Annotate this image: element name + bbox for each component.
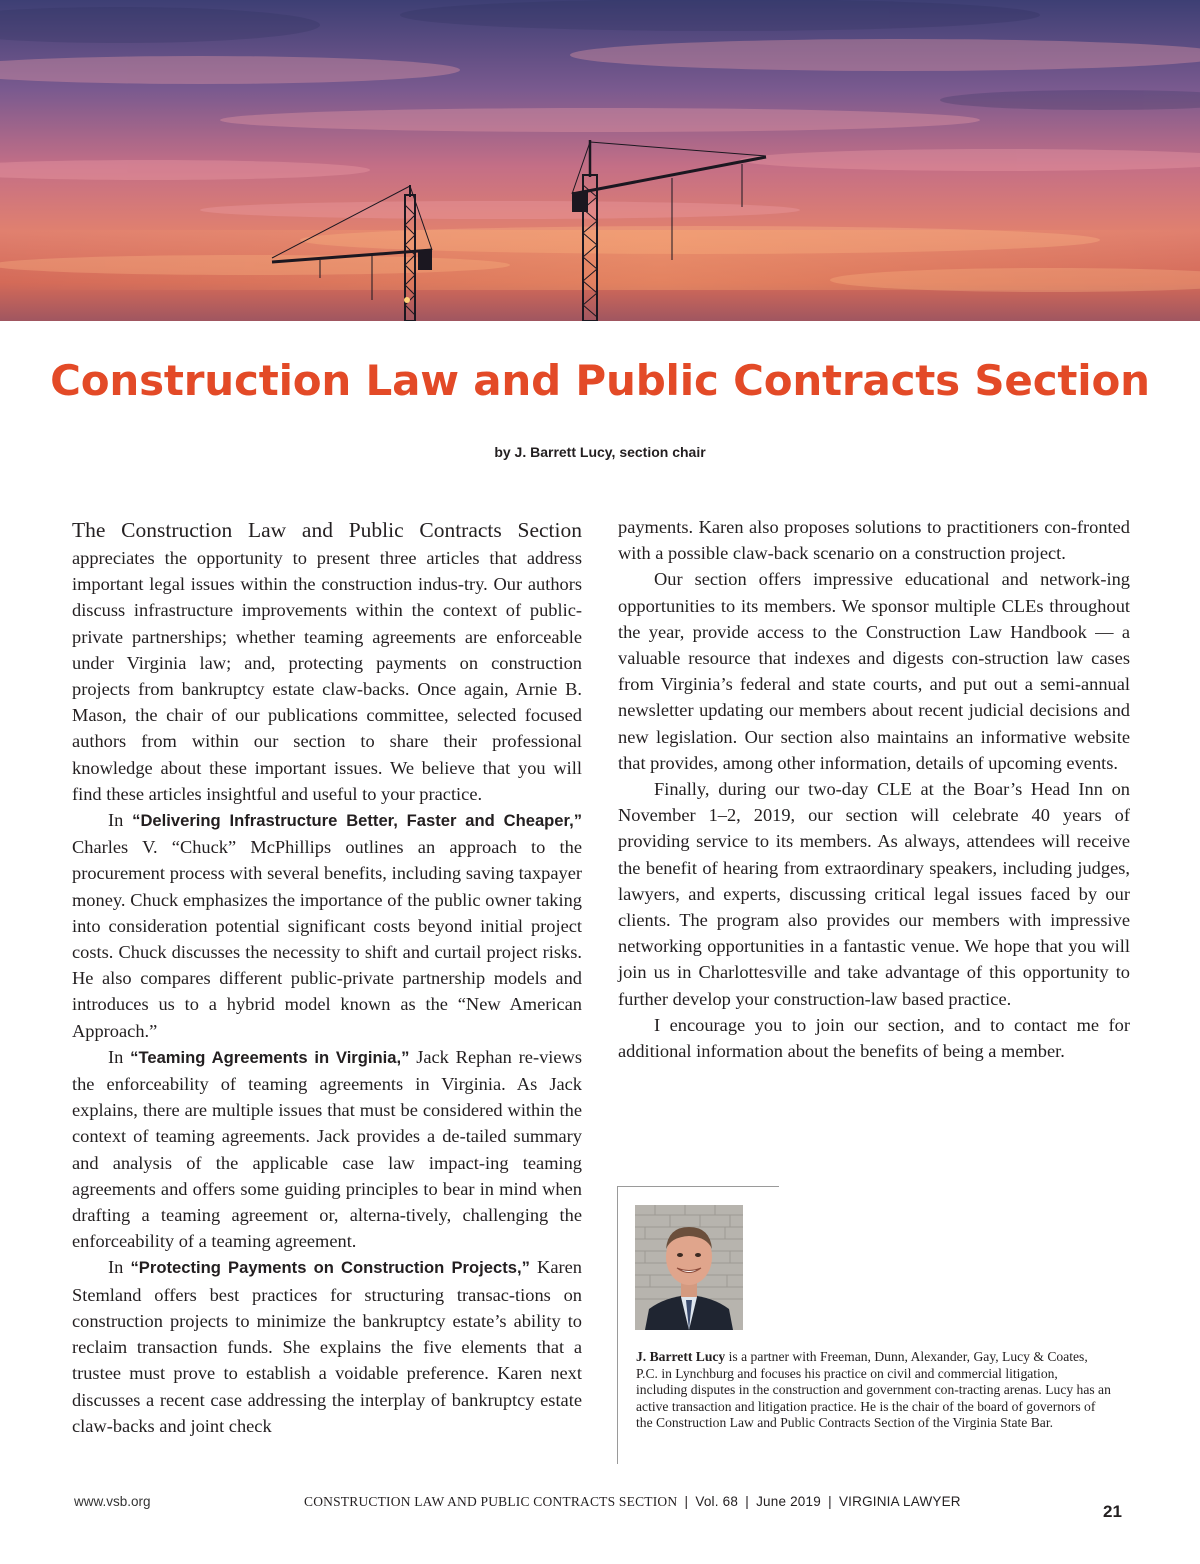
page-number: 21: [1103, 1502, 1122, 1521]
in-word: In: [108, 1257, 124, 1278]
bio-divider: [617, 1186, 618, 1464]
footer-separator: |: [684, 1494, 689, 1509]
paragraph-clawback: payments. Karen also proposes solutions to practitioners con-fronted with a possible claw-back scenario on a construction project.: [618, 517, 1130, 564]
footer-volume: Vol. 68: [695, 1494, 739, 1509]
construction-cranes-sunset-image: [0, 0, 1200, 321]
teaming-body: Jack Rephan re-views the enforceability of teaming agreements in Virginia. As Jack explains, there are multiple issues that must be considered within the context of teaming agreements. Jack provides a de-tailed summary and analysis of the applicable case law impact-ing teaming agreements and offers some guiding principles to bear in mind when drafting a teaming agreement or, alterna-tively, challenging the enforceability of a teaming agreement.: [72, 1046, 582, 1252]
paragraph-infrastructure: [72, 807, 582, 1044]
author-photo: [635, 1205, 743, 1330]
footer-running-head: [304, 1494, 961, 1510]
paragraph-intro: [72, 515, 582, 807]
bio-divider: [617, 1186, 779, 1187]
in-word: In: [108, 810, 124, 831]
byline: by J. Barrett Lucy, section chair: [494, 444, 706, 460]
lead-in: The Construction Law and Public Contracts Section: [72, 518, 582, 542]
in-word: In: [108, 1046, 124, 1067]
paragraph-cle: Finally, during our two-day CLE at the Boar’s Head Inn on November 1–2, 2019, our section will celebrate 40 years of providing service to its members. As always, attendees will receive the benefit of hearing from extraordinary speakers, including judges, lawyers, and experts, discussing critical legal issues faced by our clients. The program also provides our members with impressive networking opportunities in a fantastic venue. We hope that you will join us in Charlottesville and take advantage of this opportunity to further develop your construction-law based practice.: [618, 779, 1130, 1009]
payments-body: Karen Stemland offers best practices for structuring transac-tions on construction projects to minimize the bankruptcy estate’s ability to reclaim transaction funds. She explains the five elements that a trustee must prove to establish a voidable preference. Karen next discusses a recent case addressing the interplay of bankruptcy estate claw-backs and joint check: [72, 1257, 582, 1436]
hero-image: [0, 0, 1200, 321]
left-column: [72, 515, 582, 1439]
article-ref-infrastructure: “Delivering Infrastructure Better, Faster and Cheaper,”: [132, 811, 582, 831]
intro-body: appreciates the opportunity to present three articles that address important legal issues within the construction indus-try. Our authors discuss infrastructure improvements within the context of public-private partnerships; whether teaming agreements are enforceable under Virginia law; and, protecting payments on construction projects from bankruptcy estate claw-backs. Once again, Arnie B. Mason, the chair of our publications committee, selected focused authors from within our section to share their professional knowledge about these important issues. We believe that you will find these articles insightful and useful to your practice.: [72, 548, 582, 804]
author-name: J. Barrett Lucy: [636, 1349, 726, 1364]
footer-separator: |: [745, 1494, 749, 1509]
author-bio: [636, 1349, 1112, 1432]
right-column: [618, 514, 1130, 1064]
footer-magazine: VIRGINIA LAWYER: [838, 1494, 961, 1509]
infrastructure-body: Charles V. “Chuck” McPhillips outlines an approach to the procurement process with several benefits, including saving taxpayer money. Chuck emphasizes the importance of the public owner taking into consideration potential significant costs beyond initial project costs. Chuck discusses the necessity to shift and curtail project risks. He also compares different public-private partnership models and introduces us to a hybrid model known as the “New American Approach.”: [72, 837, 582, 1041]
author-bio-text: is a partner with Freeman, Dunn, Alexander, Gay, Lucy & Coates, P.C. in Lynchburg and focuses his practice on civil and commercial litigation, including disputes in the construction and government con-tracting arenas. Lucy has an active transaction and litigation practice. He is the chair of the board of governors of the Construction Law and Public Contracts Section of the Virginia State Bar.: [636, 1349, 1111, 1431]
paragraph-invitation: I encourage you to join our section, and to contact me for additional information about the benefits of being a member.: [618, 1014, 1130, 1062]
article-title: Construction Law and Public Contracts Section: [50, 356, 1150, 405]
paragraph-opportunities: Our section offers impressive educational and network-ing opportunities to its members. We sponsor multiple CLEs throughout the year, provide access to the Construction Law Handbook — a valuable resource that indexes and digests con-struction law cases from Virginia’s federal and state courts, and put out a semi-annual newsletter updating our members about recent judicial decisions and new legislation. Our section also maintains an informative website that provides, among other information, details of upcoming events.: [618, 569, 1130, 773]
footer-date: June 2019: [756, 1494, 821, 1509]
paragraph-teaming: [72, 1044, 582, 1255]
author-portrait-image: [635, 1205, 743, 1330]
footer-url: www.vsb.org: [74, 1494, 151, 1509]
footer-section: CONSTRUCTION LAW AND PUBLIC CONTRACTS SECTION: [304, 1494, 678, 1509]
article-ref-teaming: “Teaming Agreements in Virginia,”: [130, 1047, 410, 1067]
article-ref-payments: “Protecting Payments on Construction Projects,”: [130, 1258, 530, 1278]
footer-separator: |: [828, 1494, 832, 1509]
paragraph-payments: [72, 1254, 582, 1438]
